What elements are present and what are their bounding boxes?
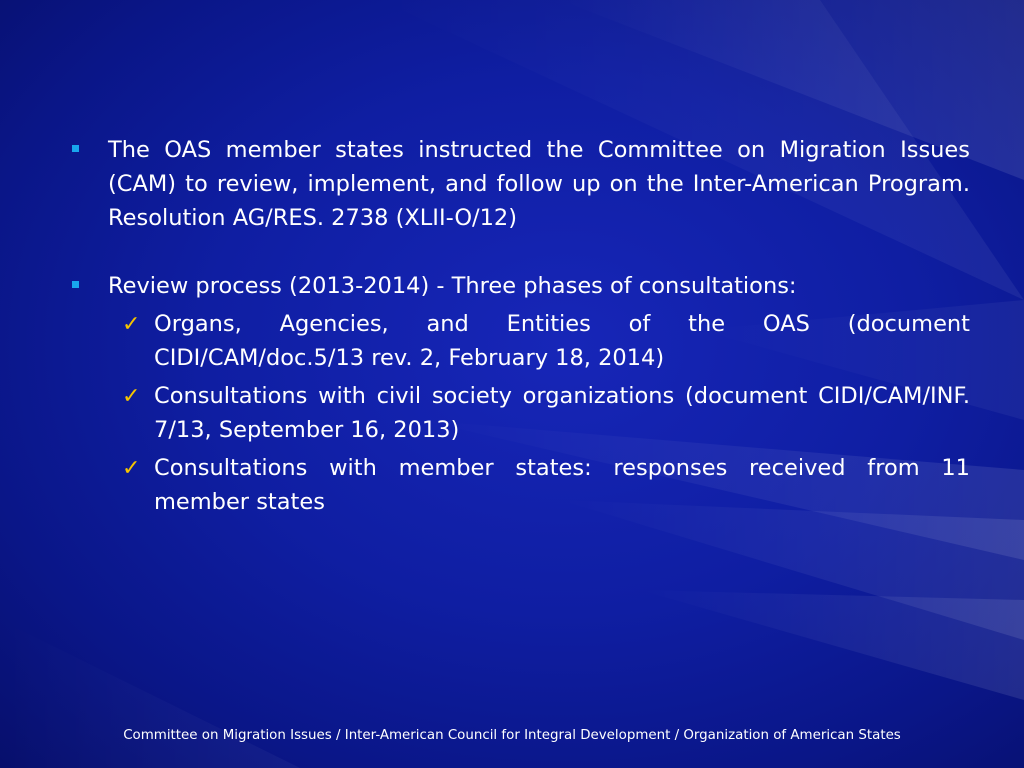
bullet-item (70, 269, 970, 303)
sub-item-text: Organs, Agencies, and Entities of the OAS (document CIDI/CAM/doc.5/13 rev. 2, February 18, 2014) (154, 311, 970, 371)
checkmark-icon: ✓ (122, 384, 141, 409)
sub-item (70, 307, 970, 375)
slide-content (70, 133, 970, 519)
sub-item (70, 379, 970, 447)
bullet-text: Review process (2013-2014) - Three phases of consultations: (108, 273, 797, 299)
checkmark-icon: ✓ (122, 456, 141, 481)
bullet-item (70, 133, 970, 235)
square-bullet-icon (72, 281, 79, 288)
sub-item-text: Consultations with member states: responses received from 11 member states (154, 455, 970, 515)
square-bullet-icon (72, 145, 79, 152)
slide-footer: Committee on Migration Issues / Inter-American Council for Integral Development / Organization of American States (123, 728, 901, 743)
sub-item-text: Consultations with civil society organizations (document CIDI/CAM/INF. 7/13, September 16, 2013) (154, 383, 970, 443)
checkmark-icon: ✓ (122, 312, 141, 337)
bullet-text: The OAS member states instructed the Committee on Migration Issues (CAM) to review, implement, and follow up on the Inter-American Program. Resolution AG/RES. 2738 (XLII-O/12) (108, 137, 970, 231)
sub-item (70, 451, 970, 519)
